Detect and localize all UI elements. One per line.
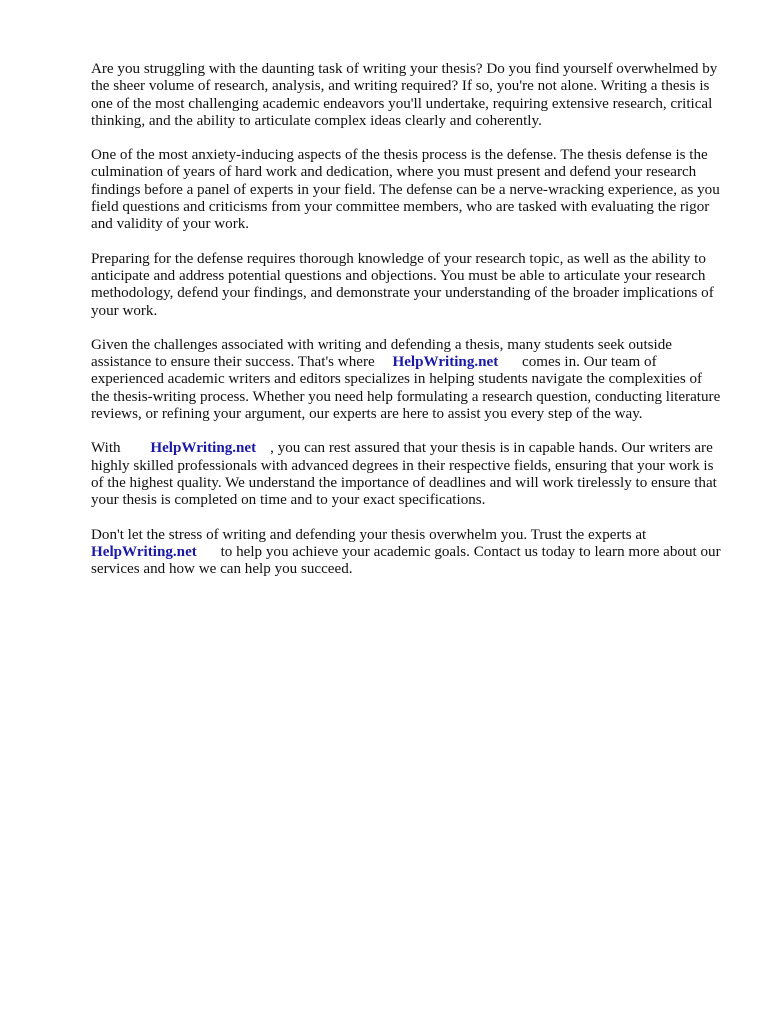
helpwriting-link-3[interactable]: HelpWriting.net [91,543,197,560]
paragraph-writers-text-before: With [91,440,121,457]
paragraph-writers-text-after: , you can rest assured that your thesis is in capable hands. Our writers are highly skilled professionals with advanced degrees in their respective fields, ensuring that your work is of the highest quality. We understand the importance of deadlines and will work tirelessly to ensure that your thesis is completed on time and to your exact specifications. [91,440,717,509]
helpwriting-link-1[interactable]: HelpWriting.net [392,354,499,371]
helpwriting-link-2[interactable]: HelpWriting.net [150,440,257,457]
paragraph-intro-text: Are you struggling with the daunting task of writing your thesis? Do you find yourself overwhelmed by the sheer volume of research, analysis, and writing required? If so, you're not alone. Writing a thesis is one of the most challenging academic endeavors you'll undertake, requiring extensive research, critical thinking, and the ability to articulate complex ideas clearly and coherently. [91,61,718,129]
paragraph-intro [91,61,721,130]
paragraph-assistance [91,337,721,423]
paragraph-assistance-text-after: comes in. Our team of experienced academic writers and editors specializes in helping students navigate the complexities of the thesis-writing process. Whether you need help formulating a research question, conducting literature reviews, or refining your argument, our experts are here to assist you every step of the way. [91,354,721,423]
paragraph-preparation [91,251,721,320]
paragraph-defense [91,147,721,233]
paragraph-writers [91,440,721,509]
paragraph-closing-text-after: to help you achieve your academic goals. Contact us today to learn more about our services and how we can help you succeed. [91,543,721,578]
paragraph-defense-text: One of the most anxiety-inducing aspects of the thesis process is the defense. The thesis defense is the culmination of years of hard work and dedication, where you must present and defend your research findings before a panel of experts in your field. The defense can be a nerve-wracking experience, as you field questions and criticisms from your committee members, who are tasked with evaluating the rigor and validity of your work. [91,147,720,233]
paragraph-preparation-text: Preparing for the defense requires thorough knowledge of your research topic, as well as the ability to anticipate and address potential questions and objections. You must be able to articulate your research methodology, defend your findings, and demonstrate your understanding of the broader implications of your work. [91,250,714,319]
paragraph-assistance-text-before: Given the challenges associated with writing and defending a thesis, many students seek outside assistance to ensure their success. That's where [91,336,672,371]
paragraph-closing [91,527,721,579]
paragraph-closing-text-before: Don't let the stress of writing and defending your thesis overwhelm you. Trust the experts at [91,526,647,543]
document-body [91,61,721,596]
